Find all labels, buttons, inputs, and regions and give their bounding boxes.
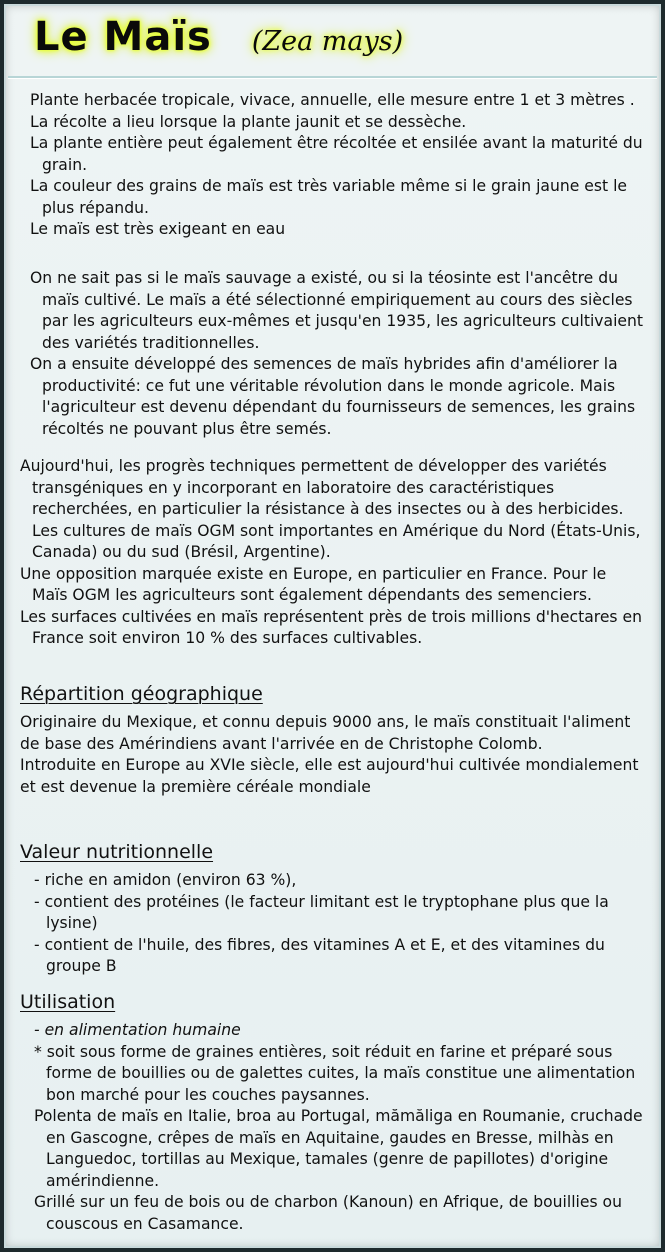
utilisation-subheading: - en alimentation humaine bbox=[34, 1021, 241, 1039]
intro-paragraph: La récolte a lieu lorsque la plante jaunit et se dessèche. bbox=[30, 112, 467, 131]
list-item: - riche en amidon (environ 63 %), bbox=[34, 871, 297, 889]
repartition-heading: Répartition géographique bbox=[20, 683, 263, 705]
title-main: Le Maïs bbox=[34, 14, 212, 60]
list-item: Polenta de maïs en Italie, broa au Portugal, mămăliga en Roumanie, cruchade en Gascogne, crêpes de maïs en Aquitaine, gaudes en Bresse, milhàs en Languedoc, tortillas au Mexique, tamales (genre de papillotes) d'origine amérindienne. bbox=[34, 1107, 643, 1190]
history-section bbox=[30, 268, 645, 440]
repartition-paragraph: Originaire du Mexique, et connu depuis 9000 ans, le maïs constituait l'aliment de base des Amérindiens avant l'arrivée en de Christophe Colomb. bbox=[20, 713, 631, 753]
utilisation-section bbox=[34, 1020, 645, 1235]
intro-paragraph: Le maïs est très exigeant en eau bbox=[30, 220, 286, 238]
title-divider bbox=[8, 76, 657, 79]
page-title bbox=[34, 14, 403, 72]
today-paragraph: Aujourd'hui, les progrès techniques permettent de développer des variétés transgéniques en y incorporant en laboratoire des caractéristiques recherchées, en particulier la résistance à des insectes ou à des herbicides. Les cultures de maïs OGM sont importantes en Amérique du Nord (États-Unis, Canada) ou du sud (Brésil, Argentine). bbox=[20, 457, 641, 561]
today-paragraph: Les surfaces cultivées en maïs représentent près de trois millions d'hectares en France soit environ 10 % des surfaces cultivables. bbox=[20, 607, 642, 647]
list-item: - contient des protéines (le facteur limitant est le tryptophane plus que la lysine) bbox=[34, 892, 609, 932]
intro-paragraph: La couleur des grains de maïs est très variable même si le grain jaune est le plus répandu. bbox=[30, 177, 628, 217]
today-section bbox=[20, 456, 645, 650]
repartition-section bbox=[20, 712, 645, 798]
history-paragraph: On a ensuite développé des semences de maïs hybrides afin d'améliorer la productivité: ce fut une véritable révolution dans le monde agricole. Mais l'agriculteur est devenu dépendant du fournisseurs de semences, les grains récoltés ne pouvant plus être semés. bbox=[30, 355, 636, 438]
title-scientific-name: (Zea mays) bbox=[251, 26, 404, 57]
nutrition-list bbox=[34, 870, 645, 978]
repartition-paragraph: Introduite en Europe au XVIe siècle, elle est aujourd'hui cultivée mondialement et est devenue la première céréale mondiale bbox=[20, 756, 639, 796]
list-item: Grillé sur un feu de bois ou de charbon (Kanoun) en Afrique, de bouillies ou couscous en Casamance. bbox=[34, 1193, 622, 1233]
list-item: * soit sous forme de graines entières, soit réduit en farine et préparé sous forme de bouillies ou de galettes cuites, la maïs constitue une alimentation bon marché pour les couches paysannes. bbox=[34, 1042, 636, 1104]
utilisation-heading: Utilisation bbox=[20, 991, 116, 1013]
nutrition-heading: Valeur nutritionnelle bbox=[20, 841, 214, 863]
intro-paragraph: Plante herbacée tropicale, vivace, annuelle, elle mesure entre 1 et 3 mètres . bbox=[30, 91, 635, 109]
today-paragraph: Une opposition marquée existe en Europe, en particulier en France. Pour le Maïs OGM les agriculteurs sont également dépendants des semenciers. bbox=[20, 564, 607, 604]
history-paragraph: On ne sait pas si le maïs sauvage a existé, ou si la téosinte est l'ancêtre du maïs cultivé. Le maïs a été sélectionné empiriquement au cours des siècles par les agriculteurs eux-mêmes et jusqu'en 1935, les agriculteurs cultivaient des variétés traditionnelles. bbox=[30, 269, 644, 352]
list-item: - contient de l'huile, des fibres, des vitamines A et E, et des vitamines du groupe B bbox=[34, 935, 605, 975]
intro-section bbox=[30, 90, 645, 241]
intro-paragraph: La plante entière peut également être récoltée et ensilée avant la maturité du grain. bbox=[30, 134, 643, 174]
